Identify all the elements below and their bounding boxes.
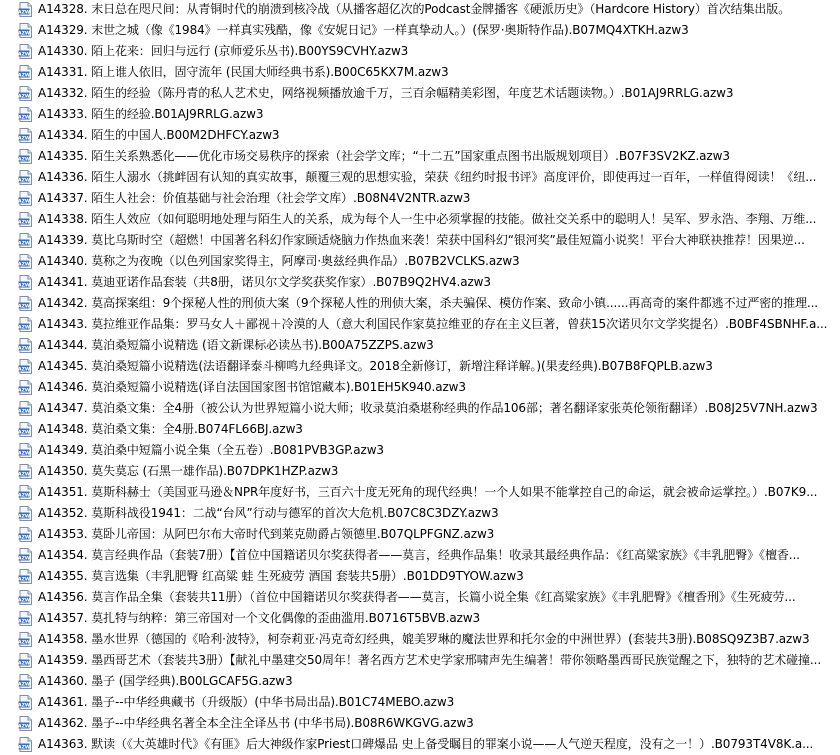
file-name: A14339. 莫比乌斯时空（超燃！中国著名科幻作家顾适烧脑力作热血来袭！荣获中国科幻“银河奖”最佳短篇小说奖！平台大神联袂推荐！因果逆... xyxy=(38,233,805,247)
file-name: A14330. 陌上花来：回归与远行 (京师爱乐丛书).B00YS9CVHY.azw3 xyxy=(38,44,409,58)
file-row[interactable] xyxy=(0,41,840,62)
file-row[interactable] xyxy=(0,692,840,713)
file-row[interactable] xyxy=(0,335,840,356)
file-name: A14362. 墨子--中华经典名著全本全注全译丛书 (中华书局).B08R6WKGVG.azw3 xyxy=(38,716,474,730)
file-row[interactable] xyxy=(0,251,840,272)
file-name: A14333. 陌生的经验.B01AJ9RRLG.azw3 xyxy=(38,107,264,121)
azw-file-icon xyxy=(18,611,33,626)
azw-icon-label: AZW xyxy=(18,451,30,457)
file-name: A14363. 默读（《大英雄时代》《有匪》后大神级作家Priest口碑爆品 史上备受瞩目的罪案小说——人气逆天程度，没有之一！）.B0793T4V8K.a... xyxy=(38,737,814,751)
azw-file-icon xyxy=(18,506,33,521)
file-row[interactable] xyxy=(0,0,840,20)
azw-icon-label: AZW xyxy=(18,136,30,142)
azw-file-icon xyxy=(18,443,33,458)
file-name: A14352. 莫斯科战役1941：二战“台风”行动与德军的首次大危机.B07C8C3DZY.azw3 xyxy=(38,506,499,520)
file-name: A14347. 莫泊桑文集：全4册（被公认为世界短篇小说大师；收录莫泊桑堪称经典的作品106部；著名翻译家张英伦领衔翻译）.B08J25V7NH.azw3 xyxy=(38,401,818,415)
azw-file-icon xyxy=(18,212,33,227)
azw-icon-label: AZW xyxy=(18,535,30,541)
azw-file-icon xyxy=(18,401,33,416)
file-row[interactable] xyxy=(0,62,840,83)
file-name: A14342. 莫高探案组：9个探秘人性的刑侦大案（9个探秘人性的刑侦大案，杀夫骗保、模仿作案、致命小镇......再高奇的案件都逃不过严密的推理... xyxy=(38,296,819,310)
file-name: A14353. 莫卧儿帝国：从阿巴尔布大帝时代到莱克勋爵占领德里.B07QLPFGNZ.azw3 xyxy=(38,527,495,541)
file-row[interactable] xyxy=(0,566,840,587)
azw-file-icon xyxy=(18,716,33,731)
file-row[interactable] xyxy=(0,671,840,692)
file-row[interactable] xyxy=(0,83,840,104)
file-name: A14343. 莫拉维亚作品集：罗马女人＋鄙视＋冷漠的人（意大利国民作家莫拉维亚的存在主义巨著，曾获15次诺贝尔文学奖提名）.B0BF4SBNHF.a... xyxy=(38,317,828,331)
file-row[interactable] xyxy=(0,209,840,230)
azw-icon-label: AZW xyxy=(18,262,30,268)
azw-icon-label: AZW xyxy=(18,367,30,373)
azw-icon-label: AZW xyxy=(18,157,30,163)
file-name: A14351. 莫斯科赫士（美国亚马逊＆NPR年度好书，三百六十度无死角的现代经典！一个人如果不能掌控自己的命运，就会被命运掌控。）.B07K9... xyxy=(38,485,818,499)
azw-file-icon xyxy=(18,170,33,185)
file-row[interactable] xyxy=(0,146,840,167)
azw-file-icon xyxy=(18,527,33,542)
azw-file-icon xyxy=(18,44,33,59)
azw-file-icon xyxy=(18,632,33,647)
file-row[interactable] xyxy=(0,608,840,629)
azw-icon-label: AZW xyxy=(18,682,30,688)
file-name: A14358. 墨水世界（德国的《哈利·波特》，柯奈莉亚·冯克奇幻经典，媲美罗琳的魔法世界和托尔金的中洲世界）(套装共3册).B08SQ9Z3B7.azw3 xyxy=(38,632,810,646)
file-name: A14344. 莫泊桑短篇小说精选 (语文新课标必读丛书).B00A75ZZPS.azw3 xyxy=(38,338,434,352)
azw-icon-label: AZW xyxy=(18,283,30,289)
azw-file-icon xyxy=(18,674,33,689)
azw-file-icon xyxy=(18,380,33,395)
file-row[interactable] xyxy=(0,629,840,650)
file-name: A14341. 莫迪亚诺作品套装（共8册，诺贝尔文学奖获奖作家）.B07B9Q2HV4.azw3 xyxy=(38,275,491,289)
azw-icon-label: AZW xyxy=(18,430,30,436)
azw-icon-label: AZW xyxy=(18,640,30,646)
file-name: A14329. 末世之城（像《1984》一样真实残酷，像《安妮日记》一样真挚动人。）(保罗·奥斯特作品).B07MQ4XTKH.azw3 xyxy=(38,23,689,37)
file-row[interactable] xyxy=(0,650,840,671)
azw-file-icon xyxy=(18,338,33,353)
file-name: A14337. 陌生人社会：价值基础与社会治理（社会学文库）.B08N4V2NTR.azw3 xyxy=(38,191,471,205)
azw-icon-label: AZW xyxy=(18,241,30,247)
azw-file-icon xyxy=(18,233,33,248)
azw-file-icon xyxy=(18,254,33,269)
azw-file-icon xyxy=(18,107,33,122)
azw-file-icon xyxy=(18,296,33,311)
file-row[interactable] xyxy=(0,713,840,734)
azw-icon-label: AZW xyxy=(18,514,30,520)
file-row[interactable] xyxy=(0,545,840,566)
azw-icon-label: AZW xyxy=(18,94,30,100)
azw-file-icon xyxy=(18,422,33,437)
azw-icon-label: AZW xyxy=(18,73,30,79)
azw-file-icon xyxy=(18,2,33,17)
azw-icon-label: AZW xyxy=(18,220,30,226)
file-name: A14332. 陌生的经验（陈丹青的私人艺术史，网络视频播放逾千万，三百余幅精美彩图，年度艺术话题读物。）.B01AJ9RRLG.azw3 xyxy=(38,86,734,100)
file-name: A14328. 末日总在咫尺间：从青铜时代的崩溃到核冷战（从播客超亿次的Podcast金牌播客《硬派历史》（Hardcore History）首次结集出版。 xyxy=(38,2,791,16)
file-name: A14357. 莫扎特与纳粹：第三帝国对一个文化偶像的歪曲滥用.B0716T5BVB.azw3 xyxy=(38,611,481,625)
azw-icon-label: AZW xyxy=(18,178,30,184)
azw-file-icon xyxy=(18,86,33,101)
file-row[interactable] xyxy=(0,314,840,335)
azw-file-icon xyxy=(18,548,33,563)
azw-icon-label: AZW xyxy=(18,115,30,121)
file-name: A14345. 莫泊桑短篇小说精选(法语翻译泰斗柳鸣九经典译文。2018全新修订，新增注释详解。)(果麦经典).B07B8FQPLB.azw3 xyxy=(38,359,713,373)
azw-file-icon xyxy=(18,737,33,752)
azw-file-icon xyxy=(18,65,33,80)
azw-icon-label: AZW xyxy=(18,304,30,310)
file-name: A14348. 莫泊桑文集：全4册.B074FL66BJ.azw3 xyxy=(38,422,303,436)
file-name: A14340. 莫称之为夜晚（以色列国家奖得主，阿摩司·奥兹经典作品）.B07B2VCLKS.azw3 xyxy=(38,254,520,268)
azw-icon-label: AZW xyxy=(18,724,30,730)
file-row[interactable] xyxy=(0,419,840,440)
azw-icon-label: AZW xyxy=(18,52,30,58)
file-name: A14350. 莫失莫忘 (石黑一雄作品).B07DPK1HZP.azw3 xyxy=(38,464,339,478)
file-name: A14359. 墨西哥艺术（套装共3册）【献礼中墨建交50周年！著名西方艺术史学家邢啸声先生编著！带你领略墨西哥民族觉醒之下，独特的艺术碰撞... xyxy=(38,653,822,667)
file-row[interactable] xyxy=(0,272,840,293)
azw-icon-label: AZW xyxy=(18,472,30,478)
file-row[interactable] xyxy=(0,377,840,398)
azw-file-icon xyxy=(18,464,33,479)
azw-icon-label: AZW xyxy=(18,598,30,604)
file-name: A14334. 陌生的中国人.B00M2DHFCY.azw3 xyxy=(38,128,280,142)
file-row[interactable] xyxy=(0,461,840,482)
azw-file-icon xyxy=(18,23,33,38)
file-row[interactable] xyxy=(0,104,840,125)
file-name: A14355. 莫言选集（丰乳肥臀 红高粱 蛙 生死疲劳 酒国 套装共5册）.B01DD9TYOW.azw3 xyxy=(38,569,524,583)
azw-icon-label: AZW xyxy=(18,556,30,562)
file-row[interactable] xyxy=(0,167,840,188)
file-row[interactable] xyxy=(0,20,840,41)
file-row[interactable] xyxy=(0,524,840,545)
azw-icon-label: AZW xyxy=(18,325,30,331)
file-row[interactable] xyxy=(0,482,840,503)
file-row[interactable] xyxy=(0,293,840,314)
file-row[interactable] xyxy=(0,398,840,419)
file-name: A14331. 陌上谁人依旧，固守流年 (民国大师经典书系).B00C65KX7M.azw3 xyxy=(38,65,449,79)
file-row[interactable] xyxy=(0,125,840,146)
azw-file-icon xyxy=(18,149,33,164)
azw-file-icon xyxy=(18,275,33,290)
file-row[interactable] xyxy=(0,440,840,461)
azw-icon-label: AZW xyxy=(18,661,30,667)
azw-icon-label: AZW xyxy=(18,703,30,709)
file-name: A14356. 莫言作品全集（套装共11册）（首位中国籍诺贝尔奖获得者——莫言，长篇小说全集《红高粱家族》《丰乳肥臀》《檀香刑》《生死疲劳... xyxy=(38,590,796,604)
azw-icon-label: AZW xyxy=(18,745,30,751)
file-name: A14338. 陌生人效应（如何聪明地处理与陌生人的关系，成为每个人一生中必须掌握的技能。做社交关系中的聪明人！吴军、罗永浩、李翔、万维... xyxy=(38,212,817,226)
azw-file-icon xyxy=(18,191,33,206)
azw-icon-label: AZW xyxy=(18,199,30,205)
file-name: A14360. 墨子 (国学经典).B00LGCAF5G.azw3 xyxy=(38,674,293,688)
file-name: A14346. 莫泊桑短篇小说精选(译自法国国家图书馆馆藏本).B01EH5K940.azw3 xyxy=(38,380,466,394)
file-name: A14354. 莫言经典作品（套装7册）【首位中国籍诺贝尔奖获得者——莫言，经典作品集！收录其最经典作品：《红高粱家族》《丰乳肥臀》《檀香... xyxy=(38,548,800,562)
azw-icon-label: AZW xyxy=(18,409,30,415)
azw-file-icon xyxy=(18,485,33,500)
azw-file-icon xyxy=(18,317,33,332)
azw-file-icon xyxy=(18,590,33,605)
azw-icon-label: AZW xyxy=(18,31,30,37)
azw-file-icon xyxy=(18,653,33,668)
file-name: A14349. 莫泊桑中短篇小说全集（全五卷）.B081PVB3GP.azw3 xyxy=(38,443,384,457)
azw-file-icon xyxy=(18,128,33,143)
file-row[interactable] xyxy=(0,587,840,608)
azw-icon-label: AZW xyxy=(18,388,30,394)
file-row[interactable] xyxy=(0,503,840,524)
azw-icon-label: AZW xyxy=(18,577,30,583)
azw-icon-label: AZW xyxy=(18,493,30,499)
file-name: A14336. 陌生人溺水（挑衅固有认知的真实故事，颠覆三观的思想实验，荣获《纽约时报书评》高度评价，即使再过一百年，一样值得阅读！《纽... xyxy=(38,170,817,184)
file-name: A14361. 墨子--中华经典藏书（升级版）(中华书局出品).B01C74MEBO.azw3 xyxy=(38,695,455,709)
file-row[interactable] xyxy=(0,188,840,209)
azw-icon-label: AZW xyxy=(18,346,30,352)
azw-icon-label: AZW xyxy=(18,619,30,625)
azw-icon-label: AZW xyxy=(18,10,30,16)
file-row[interactable] xyxy=(0,230,840,251)
azw-file-icon xyxy=(18,695,33,710)
file-row[interactable] xyxy=(0,356,840,377)
azw-file-icon xyxy=(18,569,33,584)
azw-file-icon xyxy=(18,359,33,374)
file-name: A14335. 陌生关系熟悉化——优化市场交易秩序的探索（社会学文库；“十二五”国家重点图书出版规划项目）.B07F3SV2KZ.azw3 xyxy=(38,149,730,163)
